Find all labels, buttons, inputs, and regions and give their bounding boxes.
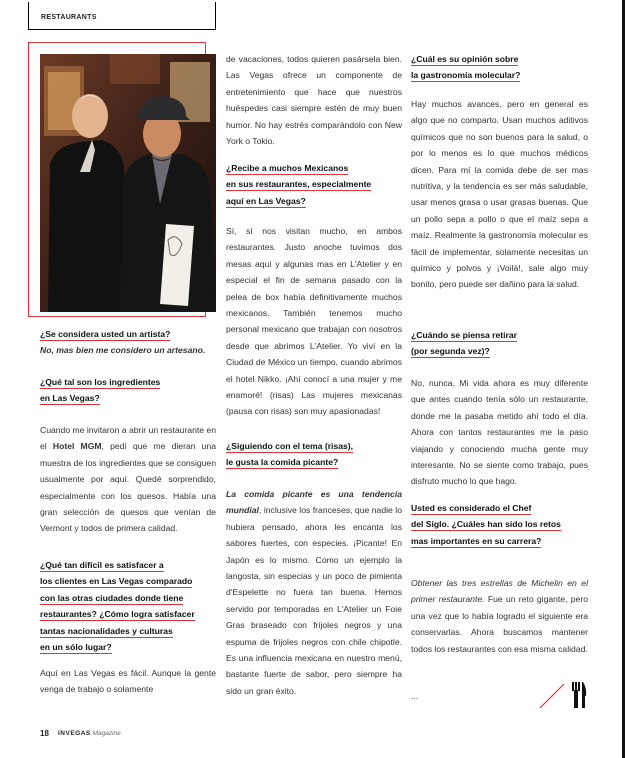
answer-satisfy-clients-cont: de vacaciones, todos quieren pasársela bien. Las Vegas ofrece un componente de entretenimiento que hace que nuestros huéspedes casi siempre estén de muy buen humor. No hay estrés comparándolo con New York o Tokio. — [226, 54, 402, 147]
section-label: RESTAURANTS — [41, 14, 97, 21]
question-ingredients: ¿Qué tal son los ingredientes en Las Vegas? — [40, 377, 161, 404]
question-molecular: ¿Cuál es su opinión sobre la gastronomía molecular? — [411, 54, 521, 81]
answer-ingredients: Cuando me invitaron a abrir un restaurante en el Hotel MGM, pedí que me dieran una muestra de los ingredientes que se consiguen usualmente por aquí. Quedé sorprendido, especialmente con los quesos. Había una gran selección de quesos que venían de Vermont y todos de primera calidad. — [40, 425, 217, 534]
continuation-ellipsis: ... — [411, 691, 419, 701]
question-challenges: Usted es considerado el Chef del Siglo. ¿Cuáles han sido los retos mas importantes en su carrera? — [411, 503, 561, 546]
answer-spicy: La comida picante es una tendencia mundial, inclusive los franceses, que nadie lo hubiera pensado, ahora les encanta los sabores fuertes, con especies. ¡Picante! En Japón es lo mismo. Como un ejemplo la langosta, sin especias y un poco de pimienta d'Espelette no fuera tan buena. Hemos servido por temporadas en L'Atelier un Foie Gras braseado con frijoles negros y una espuma de frijoles negros con chile chipotle. Es una influencia mexicana en nuestro menú, bastante fuerte de sabor, pero siempre ha sido un gran éxito. — [226, 489, 402, 696]
brand-suffix: Magazine — [92, 730, 121, 737]
footer-brand — [58, 730, 121, 737]
question-spicy: ¿Siguiendo con el tema (risas), le gusta la comida picante? — [226, 441, 354, 468]
section-tab — [28, 2, 216, 30]
answer-retire: No, nunca. Mi vida ahora es muy diferente que antes cuando tenía sólo un restaurante, donde me la pasaba metido ahí todo el día. Ahora con tantos restaurantes me la paso viajando y conociendo mucha gente muy interesante. No se siente como trabajo, pues disfruto mucho lo que hago. — [411, 378, 588, 487]
brand-name: INVEGAS — [58, 730, 91, 737]
page-number: 18 — [40, 729, 49, 738]
chefs-photo — [40, 54, 216, 312]
question-satisfy-clients: ¿Qué tan difícil es satisfacer a los clientes en Las Vegas comparado con las otras ciudades donde tiene restaurantes? ¿Cómo logra satisfacer tantas nacionalidades y culturas en un sólo lugar? — [40, 560, 195, 653]
question-artist: ¿Se considera usted un artista? — [40, 329, 171, 339]
answer-mexicans: Sí, sí nos visitan mucho, en ambos restaurantes. Justo anoche tuvimos dos mesas aquí y algunas mas en L'Atelier y en especial el fin de semana pasado con la pelea de box había definitivamente muchos mexicanos. También tenemos mucho personal mexicano que trabajan con nosotros desde que abrimos L'Atelier. Yo viví en la Ciudad de México un tiempo, cuando abrimos el hotel Nikko. ¡Ahí conocí a una mujer y me enamoré! (risas) Las mujeres mexicanas (pausa con risas) son muy apasionadas! — [226, 226, 402, 417]
answer-artist: No, mas bien me considero un artesano. — [40, 345, 206, 355]
question-mexicans: ¿Recibe a muchos Mexicanos en sus restaurantes, especialmente aquí en Las Vegas? — [226, 163, 372, 206]
question-retire: ¿Cuándo se piensa retirar (por segunda vez)? — [411, 330, 518, 357]
answer-molecular: Hay muchos avances, pero en general es algo que no comparto. Usan muchos aditivos químicos que no son buenos para la salud, o por lo menos es lo que muchos médicos dicen. Para mí la comida debe de ser mas nutritiva, y la tendencia es ser más saludable, usar menos grasa o usar grasas buenas. Que un pollo sepa a pollo o que el maíz sepa a maíz. Realmente la gastronomía molecular es fácil de implementar, solamente necesitas un químico y polvos y ¡Voilà!, sale algo muy bonito, pero puede ser dañino para la salud. — [411, 99, 588, 290]
fork-knife-icon — [538, 680, 588, 715]
answer-satisfy-clients: Aquí en Las Vegas es fácil. Aunque la gente venga de trabajo o solamente — [40, 668, 216, 695]
answer-challenges: Obtener las tres estrellas de Michelin en el primer restaurante. Fue un reto gigante, pero una vez que lo había logrado el siguiente era conservarlas. Ahora buscamos mantener todos los restaurantes con esa misma calidad. — [411, 578, 588, 654]
